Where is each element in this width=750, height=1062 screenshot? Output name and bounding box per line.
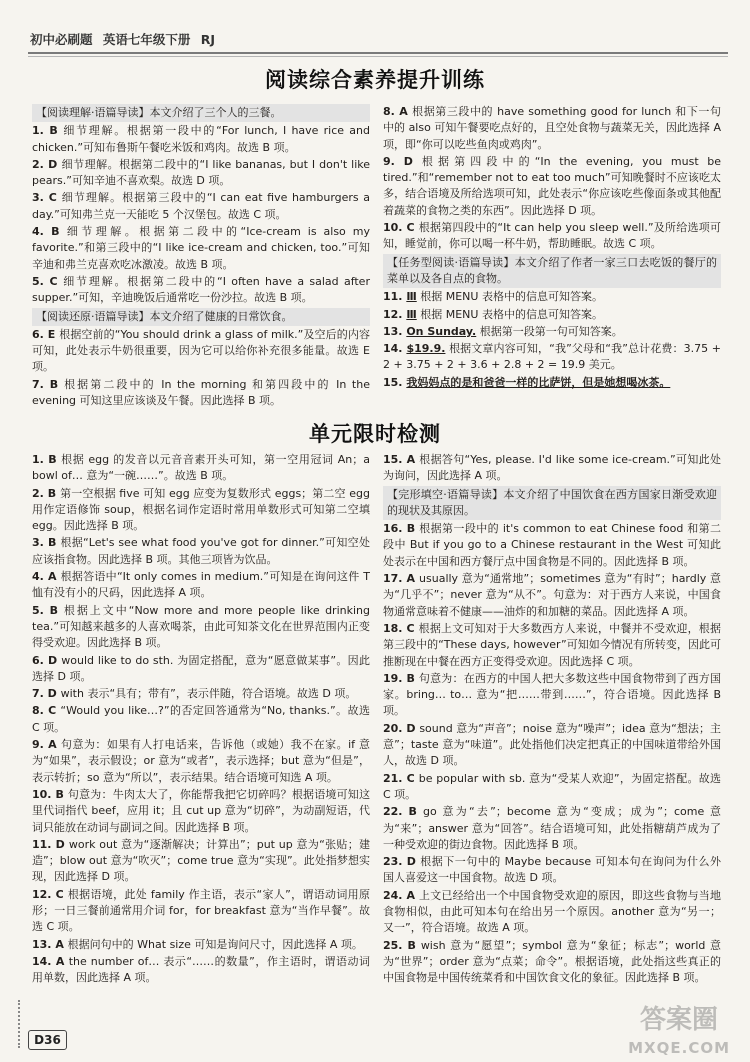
answer-number: 11. (383, 290, 407, 304)
answer-item (383, 804, 721, 853)
answer-key: Ⅲ (406, 290, 417, 304)
answer-explanation: 根据第一段中的 it's common to eat Chinese food 和第二段中 But if you go to a Chinese restaurant in the West 可知此处表示在中国和西方餐厅点中国食物是不同的。因此选择 B 项。 (383, 522, 722, 568)
answer-item (383, 452, 721, 485)
answer-item (32, 569, 370, 602)
answer-item (32, 190, 370, 223)
answer-item (32, 377, 370, 410)
answer-number: 2. D (32, 157, 62, 171)
answer-item (383, 938, 721, 987)
answer-key: On Sunday. (406, 324, 477, 338)
answer-explanation: 细节理解。根据第三段中的“I can eat five hamburgers a day.”可知弗兰克一天能吃 5 个汉堡包。故选 C 项。 (32, 191, 370, 221)
answer-explanation: 根据下一句中的 Maybe because 可知本句在询问为什么外国人喜爱这一中国食物。故选 D 项。 (383, 855, 721, 885)
answer-explanation: 根据第四段中的“In the evening, you must be tired.”和“remember not to eat too much”可知晚餐时不应该吃太多，结合语境及所给选项可知，此处表示“你应该吃些像面条或其他配着蔬菜的食物之类的东西”。因此选择 D 项。 (383, 154, 721, 217)
answer-explanation: 细节理解。根据第二段中的“I like bananas, but I don't like pears.”可知辛迪不喜欢梨。故选 D 项。 (32, 157, 370, 188)
answer-explanation: 句意为：在西方的中国人把大多数这些中国食物带到了西方国家。bring… to… 意为“把……带到……”，符合语境。因此选择 B 项。 (383, 671, 721, 718)
answer-explanation: 根据空前的“You should drink a glass of milk.”及空后的内容可知，此处表示牛奶很重要，因为它可以给你补充很多能量。故选 E 项。 (32, 327, 370, 374)
watermark-bottom-text: MXQE.COM (628, 1039, 730, 1057)
answer-explanation: 根据上文中“Now more and more people like drinking tea.”可知越来越多的人喜欢喝茶，由此可知茶文化在世界范围内正变得受欢迎。因此选择 B 项。 (32, 603, 370, 650)
answer-explanation: 根据“Let's see what food you've got for dinner.”可知空处应该指食物。因此选择 B 项。其他三项皆为饮品。 (32, 536, 370, 566)
answer-explanation: 根据第四段中的“It can help you sleep well.”及所给选项可知，睡觉前，你可以喝一杯牛奶，帮助睡眠。故选 C 项。 (383, 221, 721, 251)
answer-number: 21. C (383, 771, 419, 785)
answer-number: 8. C (32, 704, 61, 718)
answer-number: 17. A (383, 572, 420, 586)
answer-explanation: 根据文章内容可知，“我”父母和“我”总计花费：3.75 + 2 + 3.75 + 2 + 3.6 + 2.8 + 2 = 19.9 美元。 (383, 342, 722, 372)
section1-left-column (32, 104, 370, 410)
answer-explanation: 根据第二段中的 In the morning 和第四段中的 In the evening 可知这里应该谈及午餐。因此选择 B 项。 (32, 377, 370, 408)
section2-title: 单元限时检测 (309, 421, 441, 446)
answer-key: 我妈妈点的是和爸爸一样的比萨饼，但是她想喝冰茶。 (406, 375, 671, 389)
reading-guide: 【完形填空·语篇导读】本文介绍了中国饮食在西方国家日渐受欢迎的现状及其原因。 (383, 486, 721, 521)
running-header (0, 0, 750, 60)
watermark-logo (628, 1006, 730, 1062)
section2-right-column (383, 452, 721, 988)
section2-left-column (32, 452, 370, 988)
answer-item (383, 104, 721, 153)
answer-number: 7. D (32, 687, 61, 701)
answer-explanation: 句意为：如果有人打电话来，告诉他（或她）我不在家。if 意为“如果”，表示假设；or 意为“或者”，表示选择；but 意为“但是”，表示转折；so 意为“所以”，表示结果。结合语境可知选 A 项。 (32, 738, 370, 784)
answer-explanation: 根据第三段中的 have something good for lunch 和下一句中的 also 可知午餐要吃点好的，且空处食物与蔬菜无关，因此选择 A 项，即“你可以吃些鱼肉或鸡肉”。 (383, 105, 721, 151)
answer-number: 22. B (383, 805, 424, 819)
answer-item (32, 535, 370, 568)
answer-number: 15. (383, 375, 407, 389)
answer-number: 14. A (32, 954, 69, 968)
answer-key: $19.9. (406, 342, 446, 356)
answer-item (32, 887, 370, 936)
answer-explanation: 根据语境，此处 family 作主语，表示“家人”，谓语动词用原形；一日三餐前通常用介词 for，for breakfast 意为“当作早餐”。故选 C 项。 (32, 887, 370, 934)
answer-explanation: 根据答句“Yes, please. I'd like some ice-cream.”可知此处为询问，因此选择 A 项。 (383, 453, 721, 483)
answer-explanation: be popular with sb. 意为“受某人欢迎”，为固定搭配。故选 C 项。 (383, 771, 721, 801)
answer-number: 1. B (32, 453, 62, 466)
answer-key: Ⅲ (406, 307, 417, 321)
answer-number: 7. B (32, 377, 65, 391)
answer-explanation: work out 意为“逐渐解决；计算出”；put up 意为“张贴；建造”；blow out 意为“吹灭”；come true 意为“实现”。此处指梦想实现，因此选择 D 项。 (32, 837, 371, 884)
answer-explanation: 根据答语中“It only comes in medium.”可知是在询问这件 T 恤有没有小的尺码，因此选择 A 项。 (32, 570, 370, 600)
header-rule (28, 52, 728, 54)
answer-explanation: “Would you like…?”的否定回答通常为“No, thanks.”。故选 C 项。 (32, 704, 370, 734)
answer-item (32, 123, 370, 156)
answer-explanation: 细节理解。根据第二段中的“I often have a salad after supper.”可知，辛迪晚饭后通常吃一份沙拉。故选 B 项。 (32, 274, 370, 305)
answer-number: 13. (383, 324, 407, 338)
answer-explanation: go 意为“去”；become 意为“变成；成为”；come 意为“来”；answer 意为“回答”。结合语境可知，此处指糖葫芦成为了一种受欢迎的街边食物。因此选择 B 项。 (383, 805, 721, 851)
answer-item (383, 571, 721, 620)
answer-item (383, 521, 721, 570)
header-rule-thin (28, 56, 728, 57)
header-subject: 英语七年级下册 (102, 32, 191, 47)
answer-number: 13. A (32, 937, 68, 951)
reading-guide: 【阅读还原·语篇导读】本文介绍了健康的日常饮食。 (32, 308, 370, 326)
answer-number: 5. B (32, 603, 64, 617)
answer-number: 24. A (383, 888, 420, 902)
answer-item (383, 721, 721, 770)
answer-item (32, 737, 370, 786)
answer-number: 18. C (383, 621, 419, 635)
header-book: 初中必刷题 (30, 32, 93, 47)
answer-explanation: 根据第一段第一句可知答案。 (479, 324, 623, 338)
answer-number: 12. C (32, 887, 68, 901)
answer-item (383, 307, 721, 323)
answer-item (383, 341, 721, 374)
answer-explanation: 第一空根据 five 可知 egg 应变为复数形式 eggs；第二空 egg 用作定语修饰 soup，根据名词作定语时常用单数形式可知第二空填 egg。因此选择 B 项。 (32, 486, 370, 533)
answer-item (383, 854, 721, 887)
answer-item (32, 653, 370, 686)
section1-title: 阅读综合素养提升训练 (265, 67, 485, 92)
answer-number: 2. B (32, 486, 61, 500)
answer-item (32, 224, 370, 273)
answer-item (383, 324, 721, 340)
answer-item (383, 888, 721, 937)
answer-item (32, 486, 370, 535)
answer-item (32, 686, 370, 702)
reading-guide: 【阅读理解·语篇导读】本文介绍了三个人的三餐。 (32, 104, 370, 122)
answer-explanation: the number of… 表示“……的数量”，作主语时，谓语动词用单数，因此选择 A 项。 (32, 954, 370, 985)
answer-number: 19. B (383, 671, 419, 685)
answer-explanation: 上文已经给出一个中国食物受欢迎的原因，即这些食物与当地食物相似，由此可知本句在给出另一个原因。another 意为“另一；又一”，符合语境。故选 A 项。 (383, 888, 721, 935)
answer-explanation: 根据 MENU 表格中的信息可知答案。 (420, 290, 603, 304)
answer-item (32, 603, 370, 652)
answer-explanation: with 表示“具有；带有”，表示伴随，符合语境。故选 D 项。 (60, 687, 357, 701)
answer-explanation: 根据 egg 的发音以元音音素开头可知，第一空用冠词 An；a bowl of… 意为“一碗……”。故选 B 项。 (32, 453, 370, 483)
answer-number: 9. A (32, 738, 61, 752)
answer-number: 3. B (32, 536, 61, 550)
answer-item (383, 621, 721, 670)
answer-number: 10. B (32, 787, 68, 801)
answer-explanation: 句意为：牛肉太大了，你能帮我把它切碎吗？根据语境可知这里代词指代 beef，应用 it；且 cut up 意为“切碎”，为动副短语，代词只能放在动词与副词之间。因此选择 B 项。 (32, 787, 370, 834)
answer-item (383, 220, 721, 253)
answer-explanation: usually 意为“通常地”；sometimes 意为“有时”；hardly 意为“几乎不”；never 意为“从不”。句意为：对于西方人来说，中国食物通常意味着不健康——油炸的和加糖的菜品。因此选择 A 项。 (383, 572, 721, 618)
answer-number: 10. C (383, 221, 419, 235)
answer-explanation: wish 意为“愿望”；symbol 意为“象征；标志”；world 意为“世界”；order 意为“点菜；命令”。根据语境，此处指这些真正的中国食物是中国传统菜肴和中国饮食文化的象征。因此选择 B 项。 (383, 938, 722, 985)
answer-item (32, 274, 370, 307)
answer-number: 23. D (383, 855, 421, 869)
page-margin-deco (18, 1000, 23, 1048)
answer-item (32, 452, 370, 485)
answer-number: 8. A (383, 105, 413, 118)
answer-explanation: 细节理解。根据第一段中的“For lunch, I have rice and chicken.”可知布鲁斯午餐吃米饭和鸡肉。故选 B 项。 (32, 124, 370, 154)
answer-item (383, 671, 721, 720)
answer-item (383, 771, 721, 804)
answer-number: 6. D (32, 653, 62, 667)
header-edition: RJ (200, 32, 216, 47)
answer-number: 14. (383, 342, 407, 356)
answer-item (32, 837, 370, 886)
answer-item (383, 289, 721, 305)
answer-item (32, 703, 370, 736)
watermark-top-text: 答案圈 (640, 1005, 719, 1035)
answer-item (383, 375, 721, 391)
header-text (30, 30, 221, 48)
answer-item (32, 937, 370, 953)
answer-number: 12. (383, 307, 407, 321)
answer-number: 15. A (383, 453, 420, 466)
page-number: D36 (28, 1030, 67, 1050)
answer-number: 6. E (32, 327, 60, 341)
reading-guide: 【任务型阅读·语篇导读】本文介绍了作者一家三口去吃饭的餐厅的菜单以及各自点的食物。 (383, 254, 721, 289)
answer-explanation: would like to do sth. 为固定搭配，意为“愿意做某事”。因此选择 D 项。 (32, 653, 370, 683)
answer-number: 4. B (32, 225, 67, 239)
answer-number: 1. B (32, 124, 64, 138)
answer-item (32, 787, 370, 836)
answer-number: 9. D (383, 154, 422, 168)
answer-number: 16. B (383, 522, 420, 536)
answer-explanation: 根据问句中的 What size 可知是询问尺寸，因此选择 A 项。 (67, 937, 363, 951)
answer-explanation: sound 意为“声音”；noise 意为“噪声”；idea 意为“想法；主意”；taste 意为“味道”。此处指他们决定把真正的中国味道带给外国人，故选 D 项。 (383, 721, 721, 768)
answer-number: 11. D (32, 837, 69, 851)
section1-right-column (383, 104, 721, 392)
answer-explanation: 根据 MENU 表格中的信息可知答案。 (420, 307, 603, 321)
answer-explanation: 细节理解。根据第二段中的“Ice-cream is also my favorite.”和第三段中的“I like ice-cream and chicken, too.”可知辛迪和弗兰克喜欢吃冰激凌。故选 B 项。 (32, 225, 370, 271)
answer-number: 4. A (32, 570, 61, 584)
answer-number: 25. B (383, 938, 421, 952)
answer-number: 5. C (32, 274, 64, 288)
answer-explanation: 根据上文可知对于大多数西方人来说，中餐并不受欢迎，根据第三段中的“These days, however”可知如今情况有所转变，因此可推断现在中餐在西方正变得受欢迎。因此选择 C 项。 (383, 621, 722, 668)
answer-number: 3. C (32, 191, 62, 205)
answer-item (32, 954, 370, 987)
answer-number: 20. D (383, 721, 420, 735)
answer-item (32, 157, 370, 190)
answer-item (383, 154, 721, 219)
answer-item (32, 327, 370, 376)
